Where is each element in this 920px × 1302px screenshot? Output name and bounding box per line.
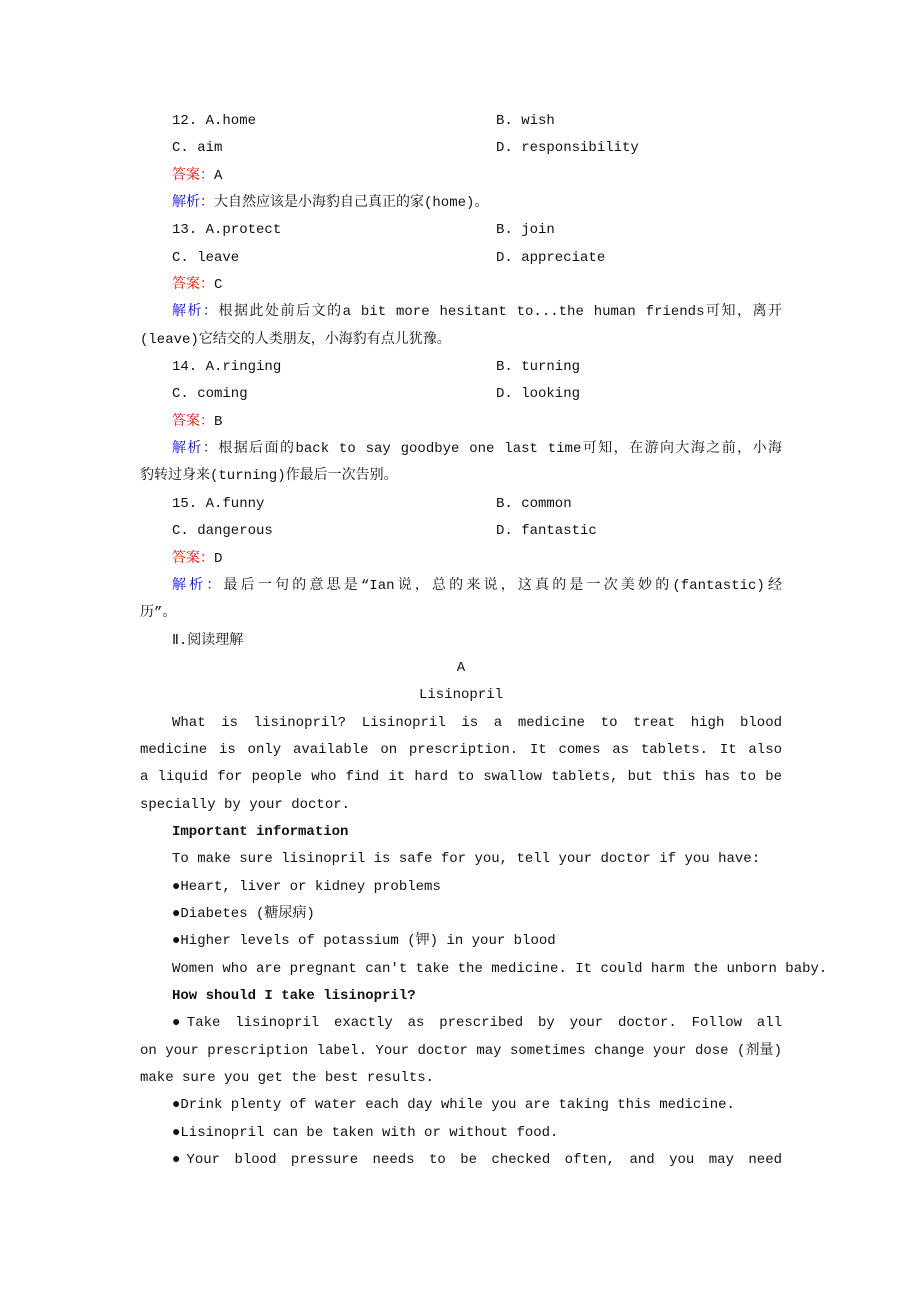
analysis-text: 最后一句的意思是“Ian说，总的来说，这真的是一次美妙的(fantastic)经 [223,577,782,594]
passage-line: ●Your blood pressure needs to be checked often, and you may need [172,1152,782,1169]
passage-line: ●Diabetes (糖尿病) [172,905,315,922]
analysis-text: 根据此处前后文的a bit more hesitant to...the human friends可知，离开 [218,304,782,321]
passage-line: Women who are pregnant can't take the medicine. It could harm the unborn baby. [172,960,828,977]
option-b: B. join [496,222,555,239]
answer-value: A [214,167,223,184]
analysis-label: 解析： [172,441,219,458]
analysis-text: 大自然应该是小海豹自己真正的家(home)。 [214,195,489,212]
analysis-text: 豹转过身来(turning)作最后一次告别。 [140,468,398,485]
passage-line: make sure you get the best results. [140,1070,435,1087]
analysis-line [140,436,782,463]
passage-line: ●Drink plenty of water each day while you are taking this medicine. [172,1097,735,1114]
passage-line: ●Take lisinopril exactly as prescribed by your doctor. Follow all [172,1015,782,1032]
option-b: B. turning [496,359,581,376]
option-a: 14. A.ringing [172,359,282,376]
answer-value: B [214,413,223,430]
analysis-label: 解析： [172,195,214,212]
passage-heading: How should I take lisinopril? [172,988,416,1004]
analysis-line [140,299,782,326]
analysis-text: 历”。 [140,605,177,622]
option-row [140,217,782,244]
passage-line: specially by your doctor. [140,796,351,813]
answer-value: C [214,277,223,294]
section-title: Ⅱ.阅读理解 [172,632,244,649]
passage-letter: A [456,659,466,676]
option-a: 12. A.home [172,113,257,129]
option-b: B. common [496,495,572,512]
passage-line: medicine is only available on prescription. It comes as tablets. It also [140,741,782,758]
analysis-label: 解析： [172,304,219,321]
passage-line: on your prescription label. Your doctor may sometimes change your dose (剂量) [140,1042,782,1059]
option-d: D. looking [496,386,581,403]
option-row [140,491,782,518]
passage-line: a liquid for people who find it hard to swallow tablets, but this has to be [140,769,782,786]
passage-line: ●Heart, liver or kidney problems [172,878,441,895]
answer-line [140,163,782,190]
document-page [140,108,828,1174]
answer-line [140,409,782,436]
answer-line [140,546,782,573]
option-row [140,108,782,135]
analysis-text: (leave)它结交的人类朋友，小海豹有点儿犹豫。 [140,331,451,348]
option-row [140,135,782,162]
analysis-text: 根据后面的back to say goodbye one last time可知，在游向大海之前，小海 [218,441,782,458]
passage-line: ●Higher levels of potassium (钾) in your blood [172,933,556,950]
option-row [140,381,782,408]
answer-label: 答案： [172,167,214,184]
answer-value: D [214,550,223,567]
option-row [140,518,782,545]
answer-label: 答案： [172,550,214,567]
option-c: C. aim [172,140,223,157]
passage-line: What is lisinopril? Lisinopril is a medicine to treat high blood [172,714,782,731]
analysis-line [140,327,782,354]
option-c: C. leave [172,249,240,266]
analysis-label: 解析： [172,577,224,594]
option-d: D. fantastic [496,523,597,540]
option-a: 13. A.protect [172,222,282,239]
passage-title: Lisinopril [418,687,503,704]
option-a: 15. A.funny [172,495,265,512]
option-c: C. coming [172,386,248,403]
analysis-line [140,600,782,627]
analysis-line [140,190,782,217]
option-row [140,245,782,272]
passage-heading: Important information [172,823,349,840]
option-row [140,354,782,381]
answer-label: 答案： [172,413,214,430]
analysis-line [140,573,782,600]
passage-line: To make sure lisinopril is safe for you, tell your doctor if you have: [172,851,761,868]
analysis-line [140,463,782,490]
passage-line: ●Lisinopril can be taken with or without food. [172,1124,559,1141]
option-d: D. appreciate [496,249,606,266]
answer-label: 答案： [172,277,214,294]
option-d: D. responsibility [496,140,639,157]
option-b: B. wish [496,113,555,129]
option-c: C. dangerous [172,523,273,540]
answer-line [140,272,782,299]
